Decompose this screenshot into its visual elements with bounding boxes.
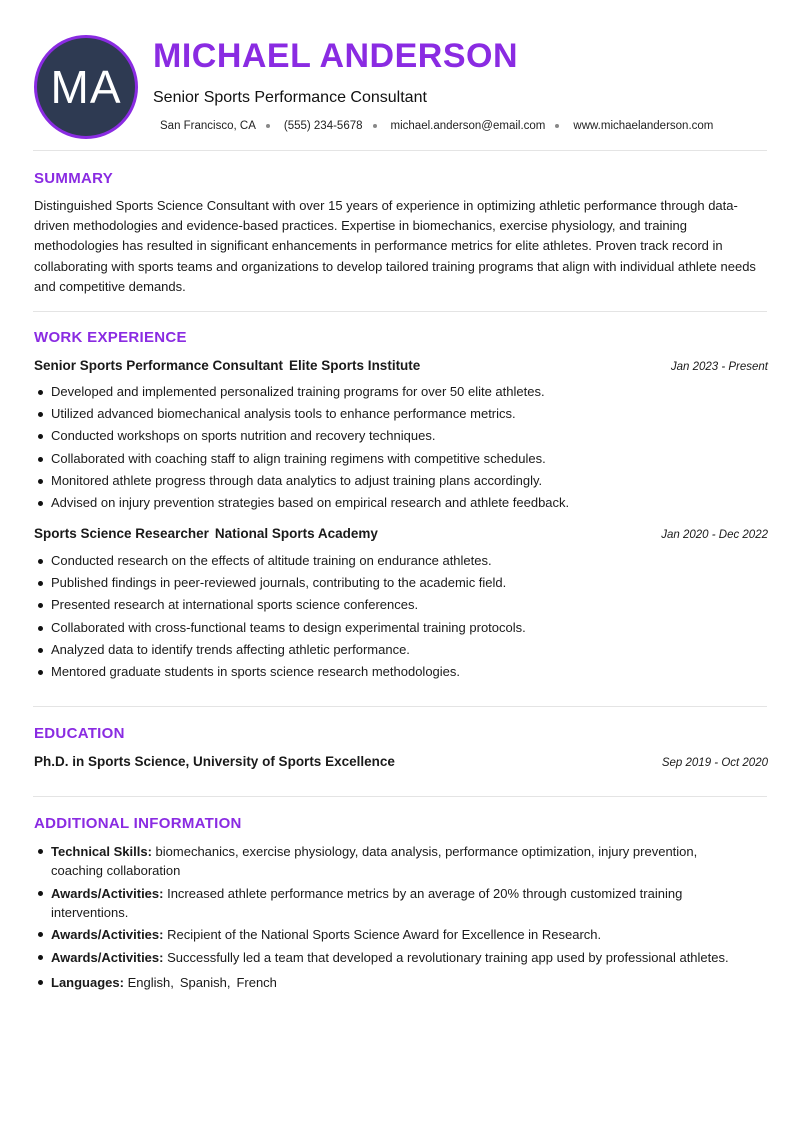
list-item: Monitored athlete progress through data analytics to adjust training plans accordingly. — [34, 473, 768, 489]
contact-phone: (555) 234-5678 — [283, 120, 363, 132]
list-item — [34, 842, 734, 880]
job-title-line — [34, 526, 378, 541]
education-heading: EDUCATION — [34, 725, 125, 742]
list-item: Presented research at international sports science conferences. — [34, 597, 768, 613]
contact-line — [160, 120, 713, 132]
degree: Ph.D. in Sports Science, University of Sports Excellence — [34, 754, 395, 769]
list-item: Conducted research on the effects of altitude training on endurance athletes. — [34, 553, 768, 569]
divider — [33, 311, 767, 312]
bullet-separator-icon — [555, 124, 559, 128]
list-item: Conducted workshops on sports nutrition and recovery techniques. — [34, 428, 768, 444]
list-item: Published findings in peer-reviewed journals, contributing to the academic field. — [34, 575, 768, 591]
list-item: Advised on injury prevention strategies based on empirical research and athlete feedback. — [34, 495, 768, 511]
list-item: Collaborated with coaching staff to align training regimens with competitive schedules. — [34, 451, 768, 467]
job-dates: Jan 2023 - Present — [670, 361, 768, 373]
item-text: Successfully led a team that developed a revolutionary training app used by professional athletes. — [167, 949, 729, 965]
item-label: Awards/Activities: — [51, 927, 164, 942]
list-item: Developed and implemented personalized training programs for over 50 elite athletes. — [34, 384, 768, 400]
contact-location: San Francisco, CA — [160, 120, 256, 132]
education-dates: Sep 2019 - Oct 2020 — [661, 757, 768, 769]
job-organization: Elite Sports Institute — [289, 358, 421, 373]
candidate-headline: Senior Sports Performance Consultant — [153, 89, 427, 106]
item-label: Technical Skills: — [51, 844, 152, 859]
list-item — [34, 948, 734, 967]
education-entry — [34, 754, 768, 769]
divider — [33, 706, 767, 707]
job-header — [34, 358, 768, 373]
experience-heading: WORK EXPERIENCE — [34, 329, 187, 346]
job-bullets — [34, 384, 768, 517]
job-bullets — [34, 553, 768, 686]
additional-list — [34, 842, 734, 995]
avatar — [34, 35, 138, 139]
job-header — [34, 526, 768, 541]
list-item: Analyzed data to identify trends affecting athletic performance. — [34, 642, 768, 658]
avatar-initials: MA — [50, 61, 122, 113]
summary-text: Distinguished Sports Science Consultant with over 15 years of experience in optimizing athletic performance through data-driven methodologies and evidence-based practices. Expertise in biomechanics, exercise physiology, and training methodologies has resulted in significant enhancements in performance metrics for elite athletes. Proven track record in collaborating with sports teams and organizations to develop tailored training programs that align with individual athlete needs and competitive demands. — [34, 198, 756, 294]
language: French — [236, 974, 277, 990]
language: Spanish, — [179, 974, 231, 990]
contact-website[interactable]: www.michaelanderson.com — [573, 120, 714, 132]
item-text: Recipient of the National Sports Science Award for Excellence in Research. — [167, 927, 602, 942]
languages-label: Languages: — [51, 974, 124, 990]
language: English, — [127, 974, 174, 990]
list-item: Mentored graduate students in sports science research methodologies. — [34, 664, 768, 680]
item-text: Increased athlete performance metrics by an average of 20% through customized training interventions. — [51, 885, 683, 920]
additional-heading: ADDITIONAL INFORMATION — [34, 815, 242, 832]
bullet-separator-icon — [373, 124, 377, 128]
list-item: Utilized advanced biomechanical analysis tools to enhance performance metrics. — [34, 406, 768, 422]
item-label: Awards/Activities: — [51, 885, 164, 901]
contact-email[interactable]: michael.anderson@email.com — [390, 120, 546, 132]
job-role: Senior Sports Performance Consultant — [34, 358, 284, 373]
job-dates: Jan 2020 - Dec 2022 — [661, 529, 768, 541]
list-item — [34, 925, 734, 944]
item-label: Awards/Activities: — [51, 949, 164, 965]
candidate-name: MICHAEL ANDERSON — [153, 37, 519, 75]
job-role: Sports Science Researcher — [34, 526, 209, 541]
summary-heading: SUMMARY — [34, 170, 114, 187]
list-item: Collaborated with cross-functional teams to design experimental training protocols. — [34, 620, 768, 636]
divider — [33, 796, 767, 797]
job-organization: National Sports Academy — [214, 526, 378, 541]
job-title-line — [34, 358, 420, 373]
divider — [33, 150, 767, 151]
item-text: biomechanics, exercise physiology, data analysis, performance optimization, injury prevention, coaching collaboration — [51, 844, 698, 878]
bullet-separator-icon — [266, 124, 270, 128]
list-item — [34, 884, 734, 922]
list-item — [34, 973, 734, 992]
